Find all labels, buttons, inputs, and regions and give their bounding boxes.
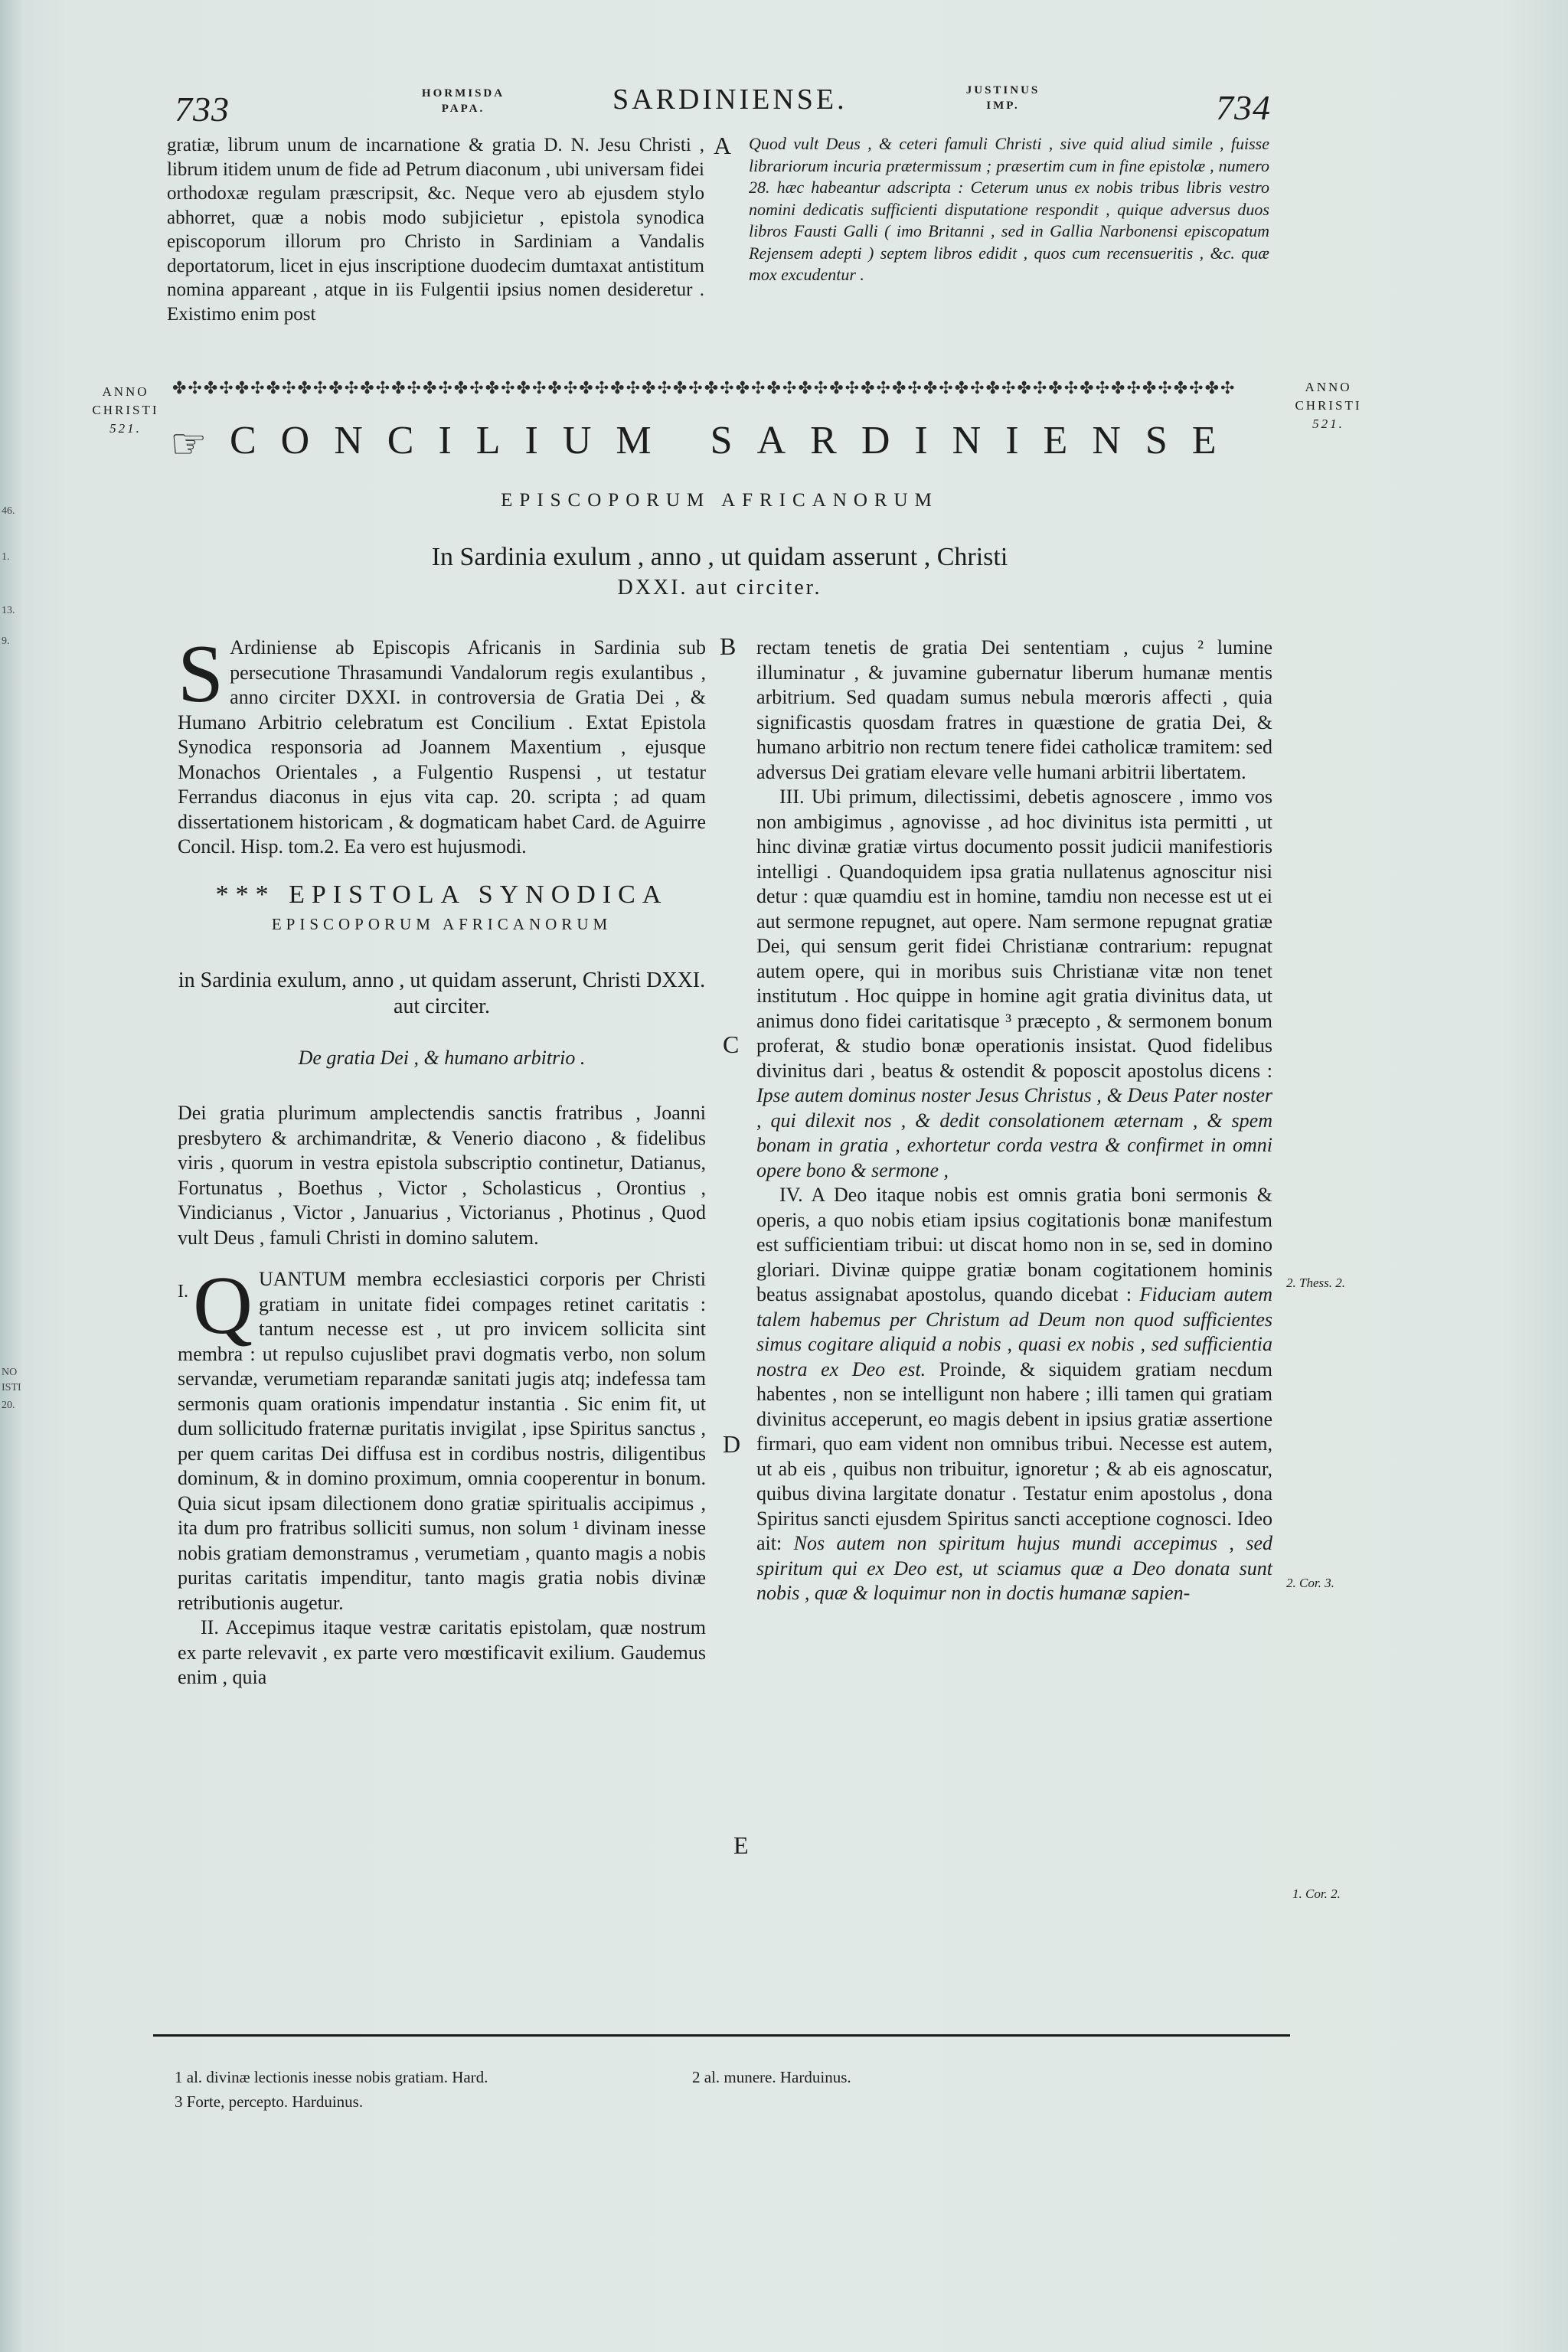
edge-note: 9. (2, 635, 10, 647)
anno-line: ANNO (1305, 380, 1352, 394)
right-page-number: 734 (1216, 88, 1271, 127)
footnote-2: 2 al. munere. Harduinus. (692, 2068, 851, 2086)
margin-note: 2. Cor. 3. (1286, 1576, 1334, 1590)
anno-line: CHRISTI (92, 403, 159, 417)
title-sub2-line2: DXXI. aut circiter. (617, 576, 822, 599)
column-marker-b: B (720, 632, 737, 660)
footnote-1: 1 al. divinæ lectionis inesse nobis gratiam. Hard. (175, 2068, 488, 2086)
section-4-cont: Proinde, & siquidem gratiam necdum habentes , non se intelligunt non habere ; illi tamen qui gratiam divinitus acceperunt, eo magis debent in ipsius gratiæ assertione firmari, quo eam vident non omnibus tribui. Necesse est autem, ut ab eis , quibus non tribuitur, ignoretur ; & ab eis agnoscatur, quibus divina largitate donatur . Testatur enim apostolus , dona Spiritus sancti ejusdem Spiritus sancti acceptione cognosci. Ideo ait: (756, 1357, 1272, 1554)
edge-note: ISTI (2, 1382, 21, 1393)
section-2: II. Accepimus itaque vestræ caritatis epistolam, quæ nostrum ex parte relevavit , ex parte vero mœstificavit exilium. Gaudemus enim , quia (178, 1616, 706, 1688)
right-sub-line: JUSTINUS (965, 84, 1040, 96)
edge-note: 46. (2, 505, 15, 517)
column-marker-d: D (723, 1430, 741, 1458)
right-column (756, 635, 1272, 1606)
right-running-sub (946, 83, 1060, 113)
section-1-text: UANTUM membra ecclesiastici corporis per Christi gratiam in unitate fidei compages retinet caritatis : tantum necesse est , ut pro invicem sollicita sint membra : ut repulso cujuslibet pravi dogmatis verbo, non solum servandæ, verumetiam reparandæ sanitati jugis atq; indefessa tam sermonis quam orationis impendatur instantia . Sic enim fit, ut dum sollicitudo fraternæ puritatis invigilat , ipse Spiritus sanctus , per quem caritas Dei diffusa est in cordibus nostris, diligentibus dominum, & in domino proximum, omnia cooperentur in bonum. Quia sicut ipsam dilectionem dono gratiæ spiritualis accipimus , ita dum pro fratribus solliciti sumus, non solum ¹ divinam inesse nobis gratiam demonstramus , verumetiam , quanto magis a nobis puritas caritatis impenditur, tanto magis gratia nobis divinæ retributionis augetur. (178, 1268, 706, 1614)
section-4-text: IV. A Deo itaque nobis est omnis gratia boni sermonis & operis, a quo nobis etiam ipsius cogitationis bonæ manifestum est sufficientiam tribui: ut discat homo non in se, sed in domino gloriari. Divinæ quippe gratiæ bonam cogitationem hominis beatus assignabat apostolus, quando dicebat : (756, 1184, 1272, 1305)
column-marker-a: A (714, 132, 732, 159)
right-para-2 (756, 785, 1272, 1183)
title-sub2-line1: In Sardinia exulum , anno , ut quidam asserunt , Christi (431, 543, 1008, 571)
quote-thess: Ipse autem dominus noster Jesus Christus , & Deus Pater noster , qui dilexit nos , & dedit consolationem æternam , & spem bonam in gratia , exhortetur corda vestra & confirmet in omni opere bono & sermone , (756, 1084, 1272, 1181)
salutation: Dei gratia plurimum amplectendis sanctis fratribus , Joanni presbytero & archimandritæ, & Venerio diacono , & fidelibus viris , quorum in vestra epistola subscriptio continetur, Datianus, Fortunatus , Boethus , Victor , Scholasticus , Orontius , Vindicianus , Victor , Januarius , Victorianus , Photinus , Quod vult Deus , famuli Christi in domino salutem. (178, 1102, 706, 1249)
column-marker-c: C (723, 1031, 740, 1058)
epistola-title: *** EPISTOLA SYNODICA (215, 880, 668, 909)
dropcap-q: Q (193, 1260, 253, 1351)
left-page-number: 733 (175, 90, 230, 129)
margin-note: 1. Cor. 2. (1292, 1886, 1341, 1901)
intro-paragraph (178, 629, 706, 860)
running-title: SARDINIENSE. (612, 83, 848, 116)
edge-note: 13. (2, 605, 15, 616)
section-1 (178, 1260, 706, 1615)
hand-pointer-icon: ☞ (170, 421, 207, 467)
edge-note: 20. (2, 1400, 15, 1411)
anno-right (1279, 378, 1378, 433)
intro-text: Ardiniense ab Episcopis Africanis in Sardinia sub persecutione Thrasamundi Vandalorum regis exulantibus , anno circiter DXXI. in controversia de Gratia Dei , & Humano Arbitrio celebratum est Concilium . Extat Epistola Synodica responsoria ad Joannem Maxentium , ejusque Monachos Orientales , a Fulgentio Ruspensi , ut testatur Ferrandus diaconus in ejus vita cap. 20. scripta ; ad quam dissertationem historicam , & dogmaticam habet Card. de Aguirre Concil. Hisp. tom.2. Ea vero est hujusmodi. (178, 636, 706, 858)
left-column (178, 629, 706, 1690)
margin-note: 2. Thess. 2. (1286, 1276, 1345, 1290)
anno-left (83, 383, 168, 438)
edge-notes (0, 459, 31, 1411)
ornament-row: ✤✣✤✣✤✣✤✣✤✣✤✣✤✣✤✣✤✣✤✣✤✣✤✣✤✣✤✣✤✣✤✣✤✣✤✣✤✣✤✣✤✣✤✣✤✣✤✣✤✣✤✣✤✣✤✣✤✣✤✣✤✣✤✣✤✣✤✣ (172, 378, 1236, 397)
right-sub-line: IMP. (986, 100, 1020, 112)
epistola-place: in Sardinia exulum, anno , ut quidam asserunt, Christi DXXI. aut circiter. (178, 968, 706, 1018)
epistola-subtitle: EPISCOPORUM AFRICANORUM (271, 915, 612, 933)
left-sub-line: PAPA. (441, 103, 485, 115)
main-title: CONCILIUM SARDINIENSE (230, 419, 1241, 462)
top-right-column (749, 133, 1269, 286)
title-sub1: EPISCOPORUM AFRICANORUM (501, 490, 939, 511)
quote-cor-2: Nos autem non spiritum hujus mundi accepimus , sed spiritum qui ex Deo est, ut sciamus quæ a Deo donata sunt nobis , quæ & loquimur non in doctis humanæ sapien- (756, 1532, 1273, 1604)
footnote-rule (153, 2034, 1290, 2037)
anno-line: ANNO (102, 384, 149, 399)
de-gratia-heading: De gratia Dei , & humano arbitrio . (298, 1046, 586, 1069)
top-left-text: gratiæ, librum unum de incarnatione & gratia D. N. Jesu Christi , librum itidem unum de fide ad Petrum diaconum , ubi universam fidei orthodoxæ regulam præscripsit, &c. Neque vero ab ejusdem stylo abhorret, quæ a nobis modo subjicietur , epistola synodica episcoporum illorum pro Christo in Sardiniam a Vandalis deportatorum, licet in ejus inscriptione duodecim dumtaxat antistitum nomina appareant , atque in iis Fulgentii ipsius nomen desideretur . Existimo enim post (167, 135, 704, 325)
dropcap-s: S (178, 629, 224, 720)
quote-cor-3: Fiduciam autem talem habemus per Christum ad Deum non quod sufficientes simus cogitare aliquid a nobis , quasi ex nobis , sed sufficientia nostra ex Deo est. (756, 1283, 1273, 1380)
top-right-text: Quod vult Deus , & ceteri famuli Christi , sive quid aliud simile , fuisse librariorum incuria prætermissum ; præsertim cum in fine epistolæ , numero 28. hæc habeantur adscripta : Ceterum unus ex nobis tribus libris vestro nomini dedicatis sufficienti disputatione respondit , quique adversus duos libros Fausti Galli ( imo Britanni , sed in Gallia Narbonensi episcopatum Rejensem adepti ) septem libros edidit , quos cum recensueritis , &c. quæ mox excudentur . (749, 134, 1269, 284)
anno-line: 521. (1312, 416, 1344, 431)
top-left-column (167, 133, 704, 326)
anno-line: CHRISTI (1295, 398, 1362, 413)
left-running-sub (398, 86, 528, 116)
right-para-3 (756, 1183, 1272, 1606)
anno-line: 521. (109, 421, 142, 436)
left-sub-line: HORMISDA (421, 87, 505, 100)
title-sub2 (291, 542, 1148, 603)
section-3-text: III. Ubi primum, dilectissimi, debetis agnoscere , immo vos non ambigimus , agnovisse , ad hoc divinitus ista permitti , ut hinc divinæ gratiæ virtus documento possit judicii manifestioris intelligi . Quandoquidem ipsa gratia nullatenus agnoscitur nisi detur : quæ quamdiu est in homine, tamdiu non necesse est ut ei aut sermone repugnet, aut opere. Nam sermone repugnat gratiæ Dei, qui sensum gerit fidei Christianæ contrarium: repugnat autem opere, qui in moribus suis Christianæ vitæ non tenet institutum . Hoc quippe in homine agit gratia divinitus data, ut animus dono fidei caritatisque ³ præcepto , & sermonem bonum proferat, & studio bonæ operationis insistat. Quod fidelibus divinitus dari , beatus & ostendit & poposcit apostolus dicens : (756, 786, 1272, 1082)
column-marker-e: E (733, 1831, 749, 1859)
footnote-3: 3 Forte, percepto. Harduinus. (175, 2092, 364, 2111)
edge-note: NO (2, 1367, 18, 1378)
edge-note: 1. (2, 551, 10, 563)
section-1-number: I. (178, 1282, 188, 1302)
right-para-1: rectam tenetis de gratia Dei sententiam , cujus ² lumine illuminatur , & juvamine gubernatur liberum humanæ mentis arbitrium. Sed quadam sumus nebula mœroris affecti , quia significastis quosdam fratres in quæstione de gratia Dei, & humano arbitrio non rectum tenere fidei catholicæ tramitem: sed adversus Dei gratiam elevare velle humani arbitrii libertatem. (756, 636, 1272, 783)
